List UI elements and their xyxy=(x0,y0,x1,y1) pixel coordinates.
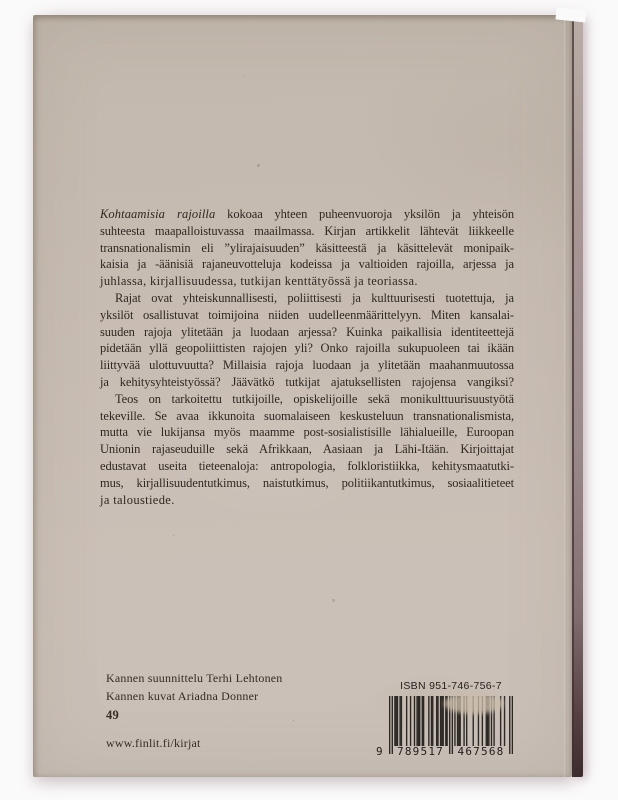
blurb-line: Kohtaamisia rajoilla kokoaa yhteen puheenvuoroja yksilön ja yhteisön xyxy=(100,207,515,221)
blurb-line: juhlassa, kirjallisuudessa, tutkijan kenttätyössä ja teoriassa. xyxy=(100,274,418,289)
blurb-line: Rajat ovat yhteiskunnallisesti, poliittisesti ja kulttuurisesti tuotettuja, ja xyxy=(115,290,514,305)
blurb-line: Unionin rajaseuduille sekä Afrikkaan, Aasiaan ja Lähi-Itään. Kirjoittajat xyxy=(100,442,514,457)
back-cover-blurb xyxy=(100,206,514,508)
blurb-line: Teos on tarkoitettu tutkijoille, opiskelijoille sekä monikulttuurisuustyötä xyxy=(115,391,514,406)
barcode-digit-group: 789517 xyxy=(397,745,444,758)
publisher-website: www.finlit.fi/kirjat xyxy=(106,736,201,750)
blurb-line: mus, kirjallisuudentutkimus, naistutkimus, politiikantutkimus, sosiaalitieteet xyxy=(100,475,514,490)
blurb-line: suhteesta maapalloistuvassa maailmassa. Kirjan artikkelit lähtevät liikkeelle xyxy=(100,223,514,238)
blurb-line: kaisia ja -äänisiä rajaneuvotteluja kodeissa ja valtioiden rajoilla, arjessa ja xyxy=(100,257,514,272)
book-page-edge xyxy=(572,17,583,777)
barcode-digit-group: 9 xyxy=(376,745,383,758)
book-back-cover xyxy=(33,15,572,777)
isbn-number: ISBN 951-746-756-7 xyxy=(400,680,502,692)
blurb-line: tekeville. Se avaa ikkunoita suomalaiseen keskusteluun transnationalismista, xyxy=(100,408,514,423)
blurb-line: suuden rajoja ylitetään ja luodaan arjessa? Kuinka paikallisia identiteettejä xyxy=(100,324,514,339)
cover-design-credit: Kannen suunnittelu Terhi Lehtonen xyxy=(106,671,283,685)
blurb-line: ja taloustiede. xyxy=(100,492,175,507)
paper-specks xyxy=(33,15,34,16)
cover-photos-credit: Kannen kuvat Ariadna Donner xyxy=(106,689,259,703)
blurb-line: transnationalismin eli ”ylirajaisuuden” käsitteestä ja käsittelevät monipaik- xyxy=(100,240,514,255)
blurb-line: liittyvää ulottuvuutta? Millaisia rajoja luodaan ja ylitetään maahanmuutossa xyxy=(100,358,514,373)
blurb-line: edustavat useita tieteenaloja: antropologia, folkloristiikka, kehitysmaatutki- xyxy=(100,458,514,473)
barcode-digit-group: 467568 xyxy=(457,745,505,758)
blurb-line: yksilöt osallistuvat toimijoina niiden uudelleenmäärittelyyn. Miten kansalai- xyxy=(100,307,514,322)
blurb-line: pidetään yllä geopoliittisten rajojen yli? Onko rajoilla sukupuoleen tai ikään xyxy=(100,341,514,356)
spine-crease xyxy=(564,15,567,777)
series-number: 49 xyxy=(106,708,119,722)
blurb-line: mutta vie lukijansa myös maamme post-sosialistisille lähialueille, Euroopan xyxy=(100,425,514,440)
barcode-smudge xyxy=(444,693,504,714)
blurb-line: ja kehitysyhteistyössä? Jäävätkö tutkijat ajatuksellisten rajojensa vangiksi? xyxy=(100,374,514,389)
